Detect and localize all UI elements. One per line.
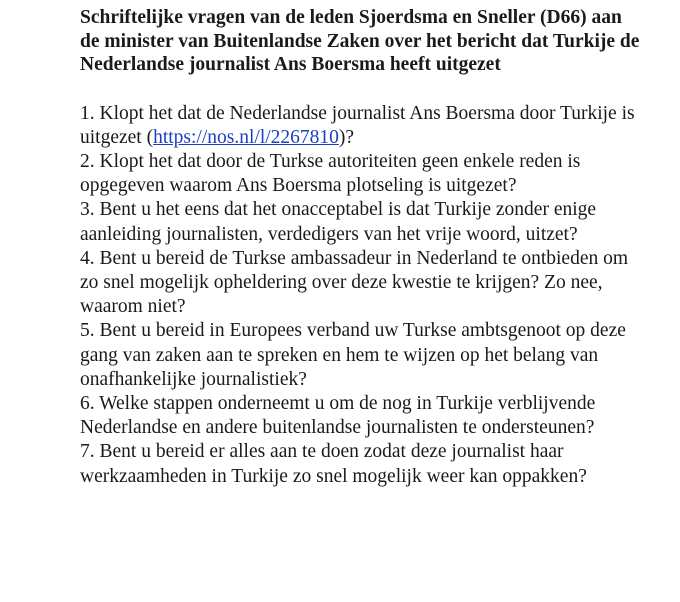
question-1 [80, 102, 640, 150]
question-text: Bent u bereid er alles aan te doen zodat deze journalist haar werkzaamheden in Turkije zo snel mogelijk weer kan oppakken? [80, 441, 587, 487]
document-title: Schriftelijke vragen van de leden Sjoerdsma en Sneller (D66) aan de minister van Buitenlandse Zaken over het bericht dat Turkije de Nederlandse journalist Ans Boersma heeft uitgezet [80, 7, 640, 75]
source-link[interactable]: https://nos.nl/l/2267810 [153, 126, 339, 148]
question-number: 1. [80, 102, 95, 124]
question-text: Bent u bereid in Europees verband uw Turkse ambtsgenoot op deze gang van zaken aan te spreken en hem te wijzen op het belang van onafhankelijke journalistiek? [80, 320, 626, 390]
question-list [80, 102, 640, 489]
question-2 [80, 150, 640, 198]
question-text: Klopt het dat door de Turkse autoriteiten geen enkele reden is opgegeven waarom Ans Boersma plotseling is uitgezet? [80, 150, 581, 197]
question-text: Bent u het eens dat het onacceptabel is dat Turkije zonder enige aanleiding journalisten, verdedigers van het vrije woord, uitzet? [80, 199, 597, 245]
question-number: 2. [80, 150, 95, 172]
question-6 [80, 392, 640, 440]
question-number: 5. [80, 320, 95, 342]
question-number: 7. [80, 441, 95, 463]
question-text: Bent u bereid de Turkse ambassadeur in Nederland te ontbieden om zo snel mogelijk opheldering over deze kwestie te krijgen? Zo nee, waarom niet? [80, 247, 629, 318]
question-text: Welke stappen onderneemt u om de nog in Turkije verblijvende Nederlandse en andere buitenlandse journalisten te ondersteunen? [80, 392, 596, 439]
question-5 [80, 319, 640, 392]
question-number: 4. [80, 247, 95, 269]
question-number: 6. [80, 392, 95, 414]
question-7 [80, 440, 640, 488]
question-3 [80, 198, 640, 246]
question-4 [80, 247, 640, 320]
document [80, 0, 640, 489]
question-text: Klopt het dat de Nederlandse journalist Ans Boersma door Turkije is uitgezet ( [80, 102, 635, 148]
question-text-end: )? [338, 126, 355, 148]
question-number: 3. [80, 199, 95, 221]
